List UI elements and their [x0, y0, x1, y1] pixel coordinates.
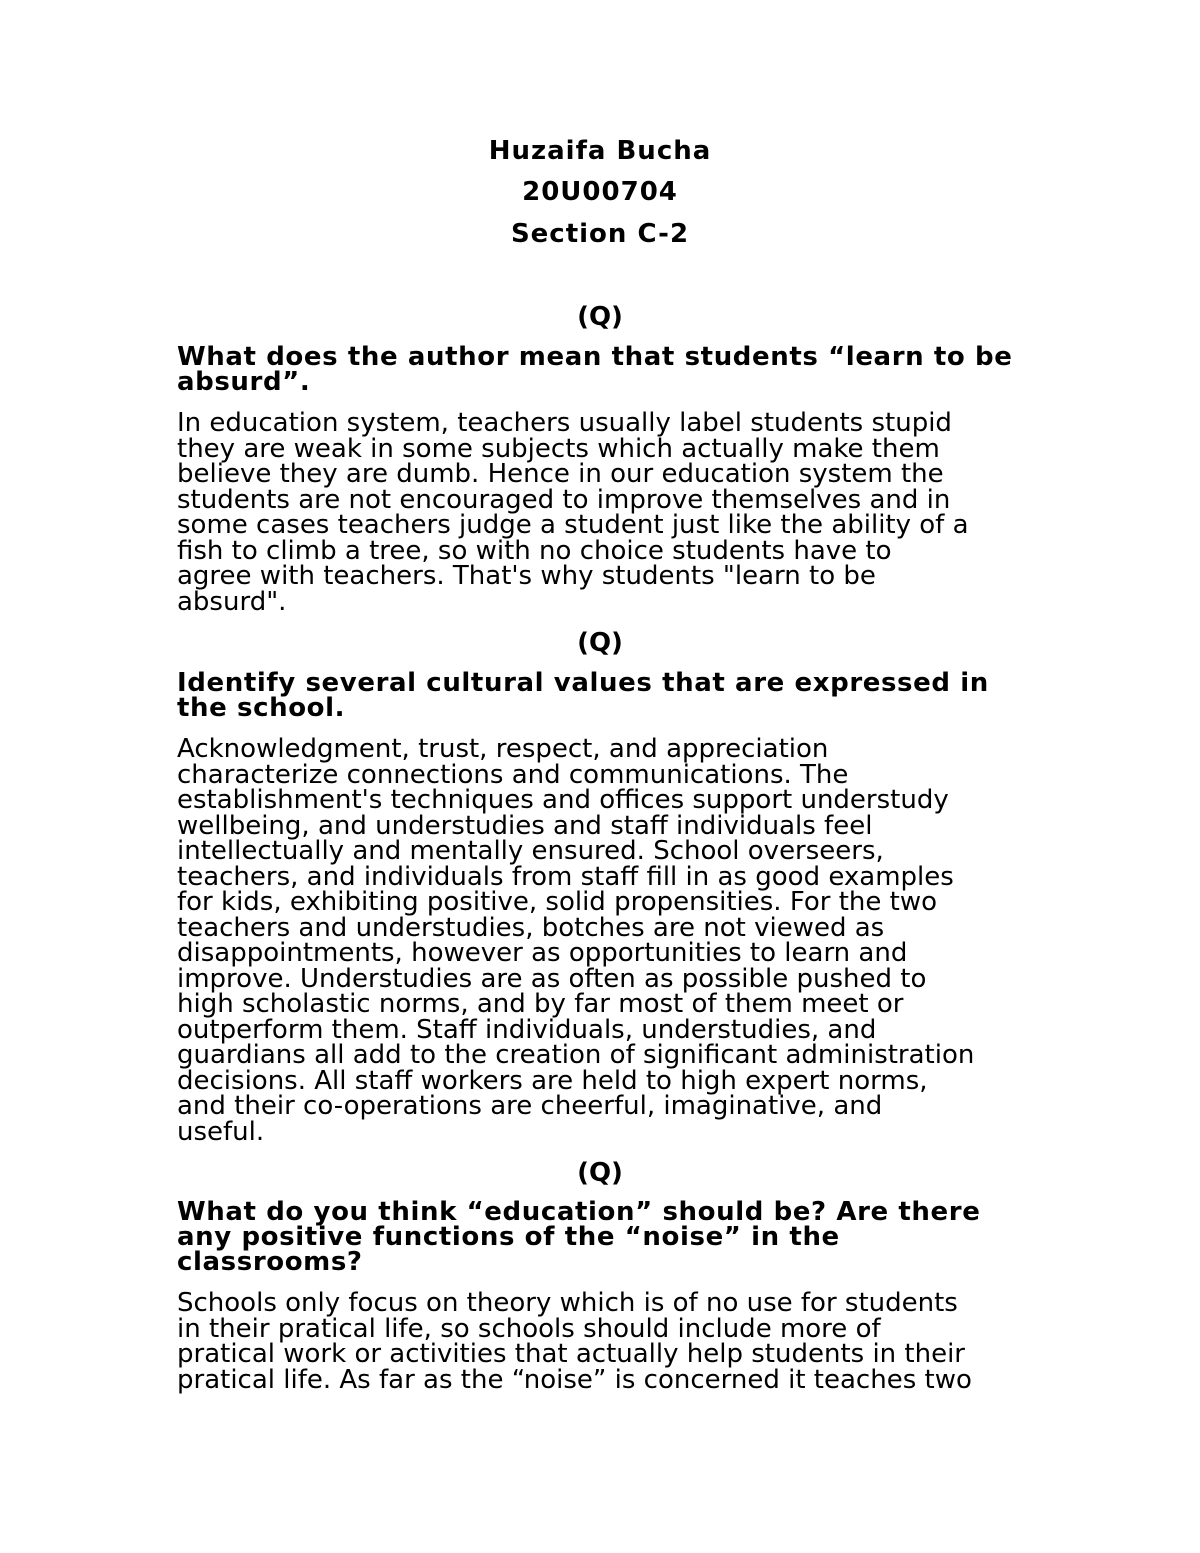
answer-line: In education system, teachers usually label students stupid: [177, 408, 952, 438]
section-label: Section C-2: [510, 219, 690, 249]
answer-line: fish to climb a tree, so with no choice students have to: [177, 535, 892, 566]
answer-line: guardians all add to the creation of significant administration: [177, 1040, 975, 1070]
answer-line: useful.: [177, 1116, 265, 1147]
answer-line: disappointments, however as opportunities to learn and: [177, 938, 908, 968]
answer-line: teachers and understudies, botches are not viewed as: [177, 912, 885, 943]
answer-line: characterize connections and communications. The: [177, 759, 849, 790]
answer-line: students are not encouraged to improve themselves and in: [177, 484, 951, 515]
answer-line: establishment's techniques and offices support understudy: [177, 785, 949, 815]
answer-line: believe they are dumb. Hence in our education system the: [177, 459, 944, 489]
answer-line: Schools only focus on theory which is of no use for students: [177, 1288, 958, 1318]
question-marker-2: (Q): [577, 628, 623, 658]
answer-line: agree with teachers. That's why students "learn to be: [177, 561, 876, 591]
answer-line: absurd".: [177, 586, 287, 617]
answer-3-text: [177, 1288, 1037, 1395]
answer-line: wellbeing, and understudies and staff individuals feel: [177, 810, 873, 841]
question-line: What do you think “education” should be? Are there: [177, 1197, 981, 1227]
answer-line: they are weak in some subjects which actually make them: [177, 433, 940, 464]
answer-line: outperform them. Staff individuals, understudies, and: [177, 1014, 877, 1045]
answer-line: and their co-operations are cheerful, imaginative, and: [177, 1091, 883, 1121]
question-marker-1: (Q): [577, 302, 623, 332]
answer-line: pratical life. As far as the “noise” is concerned it teaches two: [177, 1364, 972, 1395]
answer-line: improve. Understudies are as often as possible pushed to: [177, 963, 927, 994]
question-1-text: [177, 342, 1037, 397]
answer-2-text: [177, 734, 1037, 1147]
question-line: any positive functions of the “noise” in the: [177, 1222, 840, 1252]
answer-line: pratical work or activities that actually help students in their: [177, 1339, 965, 1369]
answer-line: some cases teachers judge a student just like the ability of a: [177, 510, 969, 540]
question-line: the school.: [177, 693, 346, 723]
answer-line: intellectually and mentally ensured. School overseers,: [177, 836, 884, 866]
answer-line: Acknowledgment, trust, respect, and appreciation: [177, 734, 829, 764]
answer-1-text: [177, 408, 1037, 617]
answer-line: teachers, and individuals from staff fill in as good examples: [177, 861, 954, 892]
author-name: Huzaifa Bucha: [488, 136, 712, 166]
answer-line: in their pratical life, so schools should include more of: [177, 1313, 881, 1344]
answer-line: decisions. All staff workers are held to high expert norms,: [177, 1065, 928, 1096]
question-2-text: [177, 668, 1037, 723]
answer-line: high scholastic norms, and by far most of them meet or: [177, 989, 904, 1019]
student-id: 20U00704: [522, 177, 678, 207]
question-line: What does the author mean that students “learn to be: [177, 342, 1013, 372]
answer-line: for kids, exhibiting positive, solid propensities. For the two: [177, 887, 938, 917]
question-line: classrooms?: [177, 1247, 363, 1277]
question-line: Identify several cultural values that are expressed in: [177, 668, 989, 698]
question-line: absurd”.: [177, 367, 311, 397]
question-marker-3: (Q): [577, 1158, 623, 1188]
question-3-text: [177, 1197, 1037, 1277]
